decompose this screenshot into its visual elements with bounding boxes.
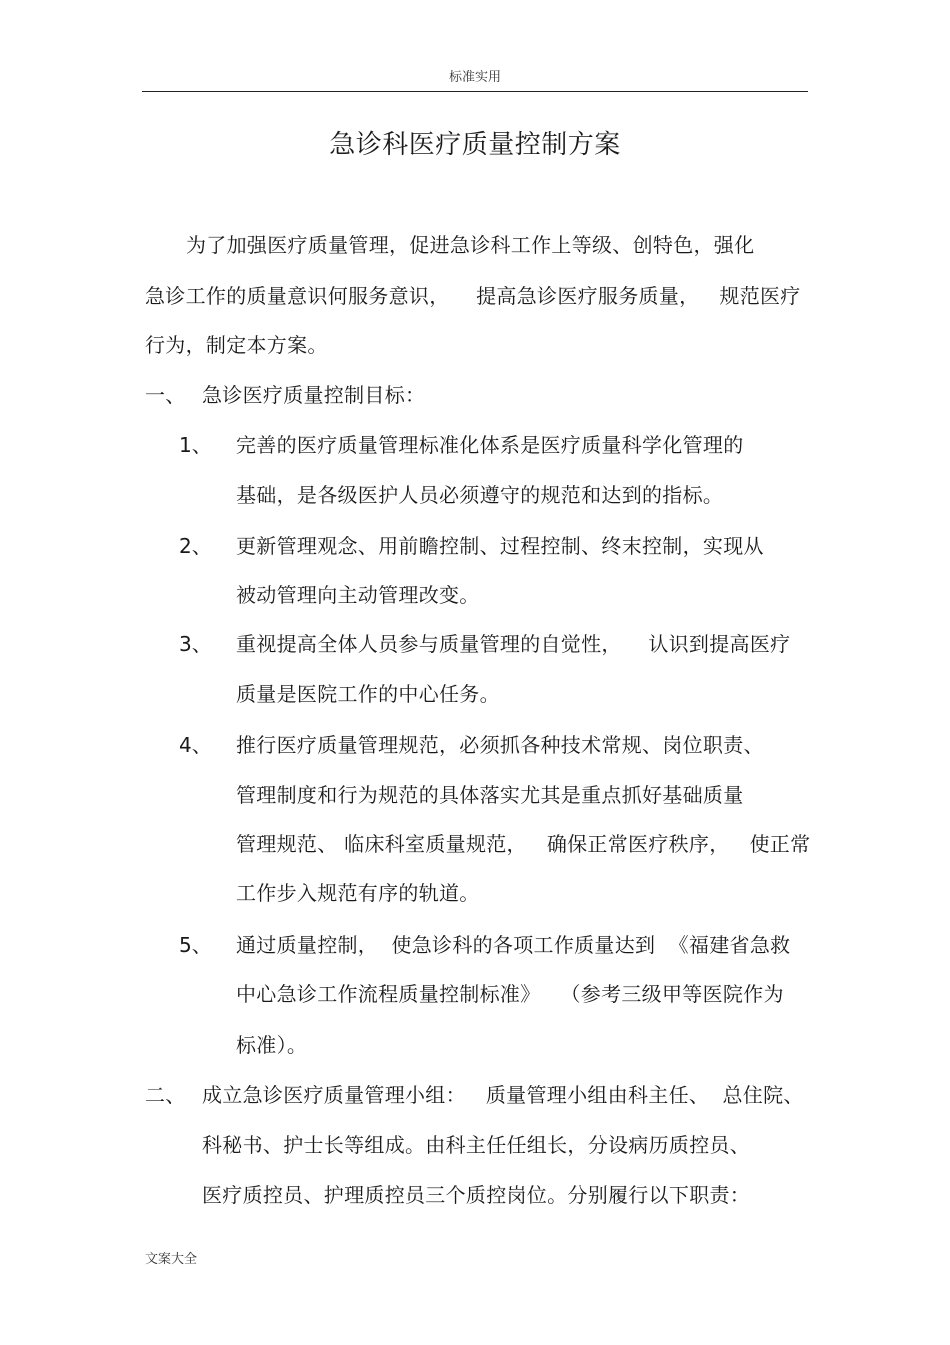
item-4-line-2: 管理制度和行为规范的具体落实尤其是重点抓好基础质量	[236, 783, 744, 807]
page-header: 标准实用	[448, 70, 501, 85]
item-5-line-2: 中心急诊工作流程质量控制标准》 （参考三级甲等医院作为	[236, 982, 784, 1006]
item-4-line-3: 管理规范、 临床科室质量规范， 确保正常医疗秩序， 使正常	[236, 832, 811, 856]
section-2-line-3: 医疗质控员、护理质控员三个质控岗位。分别履行以下职责：	[202, 1183, 751, 1207]
section-2-line-2: 科秘书、护士长等组成。由科主任任组长，分设病历质控员、	[202, 1133, 751, 1157]
item-2-line-2: 被动管理向主动管理改变。	[236, 583, 480, 607]
header-divider	[142, 91, 808, 92]
intro-line-3: 行为，制定本方案。	[145, 333, 328, 357]
item-3-number: 3、	[179, 632, 212, 656]
item-2-line-1: 更新管理观念、用前瞻控制、过程控制、终末控制，实现从	[236, 534, 764, 558]
item-4-line-1: 推行医疗质量管理规范，必须抓各种技术常规、岗位职责、	[236, 733, 764, 757]
item-4-number: 4、	[179, 733, 212, 757]
item-5-line-1: 通过质量控制， 使急诊科的各项工作质量达到 《福建省急救	[236, 933, 791, 957]
document-title: 急诊科医疗质量控制方案	[329, 130, 621, 160]
item-3-line-1: 重视提高全体人员参与质量管理的自觉性， 认识到提高医疗	[236, 632, 791, 656]
section-1-marker: 一、	[145, 383, 186, 407]
item-2-number: 2、	[179, 534, 212, 558]
item-1-number: 1、	[179, 433, 212, 457]
item-1-line-2: 基础，是各级医护人员必须遵守的规范和达到的指标。	[236, 483, 724, 507]
item-5-number: 5、	[179, 933, 212, 957]
item-5-line-3: 标准）。	[236, 1033, 308, 1057]
page-footer: 文案大全	[145, 1252, 198, 1267]
item-4-line-4: 工作步入规范有序的轨道。	[236, 881, 480, 905]
intro-line-2: 急诊工作的质量意识何服务意识， 提高急诊医疗服务质量， 规范医疗	[145, 284, 801, 308]
item-1-line-1: 完善的医疗质量管理标准化体系是医疗质量科学化管理的	[236, 433, 744, 457]
item-3-line-2: 质量是医院工作的中心任务。	[236, 682, 500, 706]
intro-line-1: 为了加强医疗质量管理，促进急诊科工作上等级、创特色，强化	[186, 233, 755, 257]
section-2-marker: 二、	[145, 1083, 186, 1107]
section-1-heading: 急诊医疗质量控制目标：	[202, 383, 426, 407]
section-2-line-1: 成立急诊医疗质量管理小组： 质量管理小组由科主任、 总住院、	[202, 1083, 804, 1107]
